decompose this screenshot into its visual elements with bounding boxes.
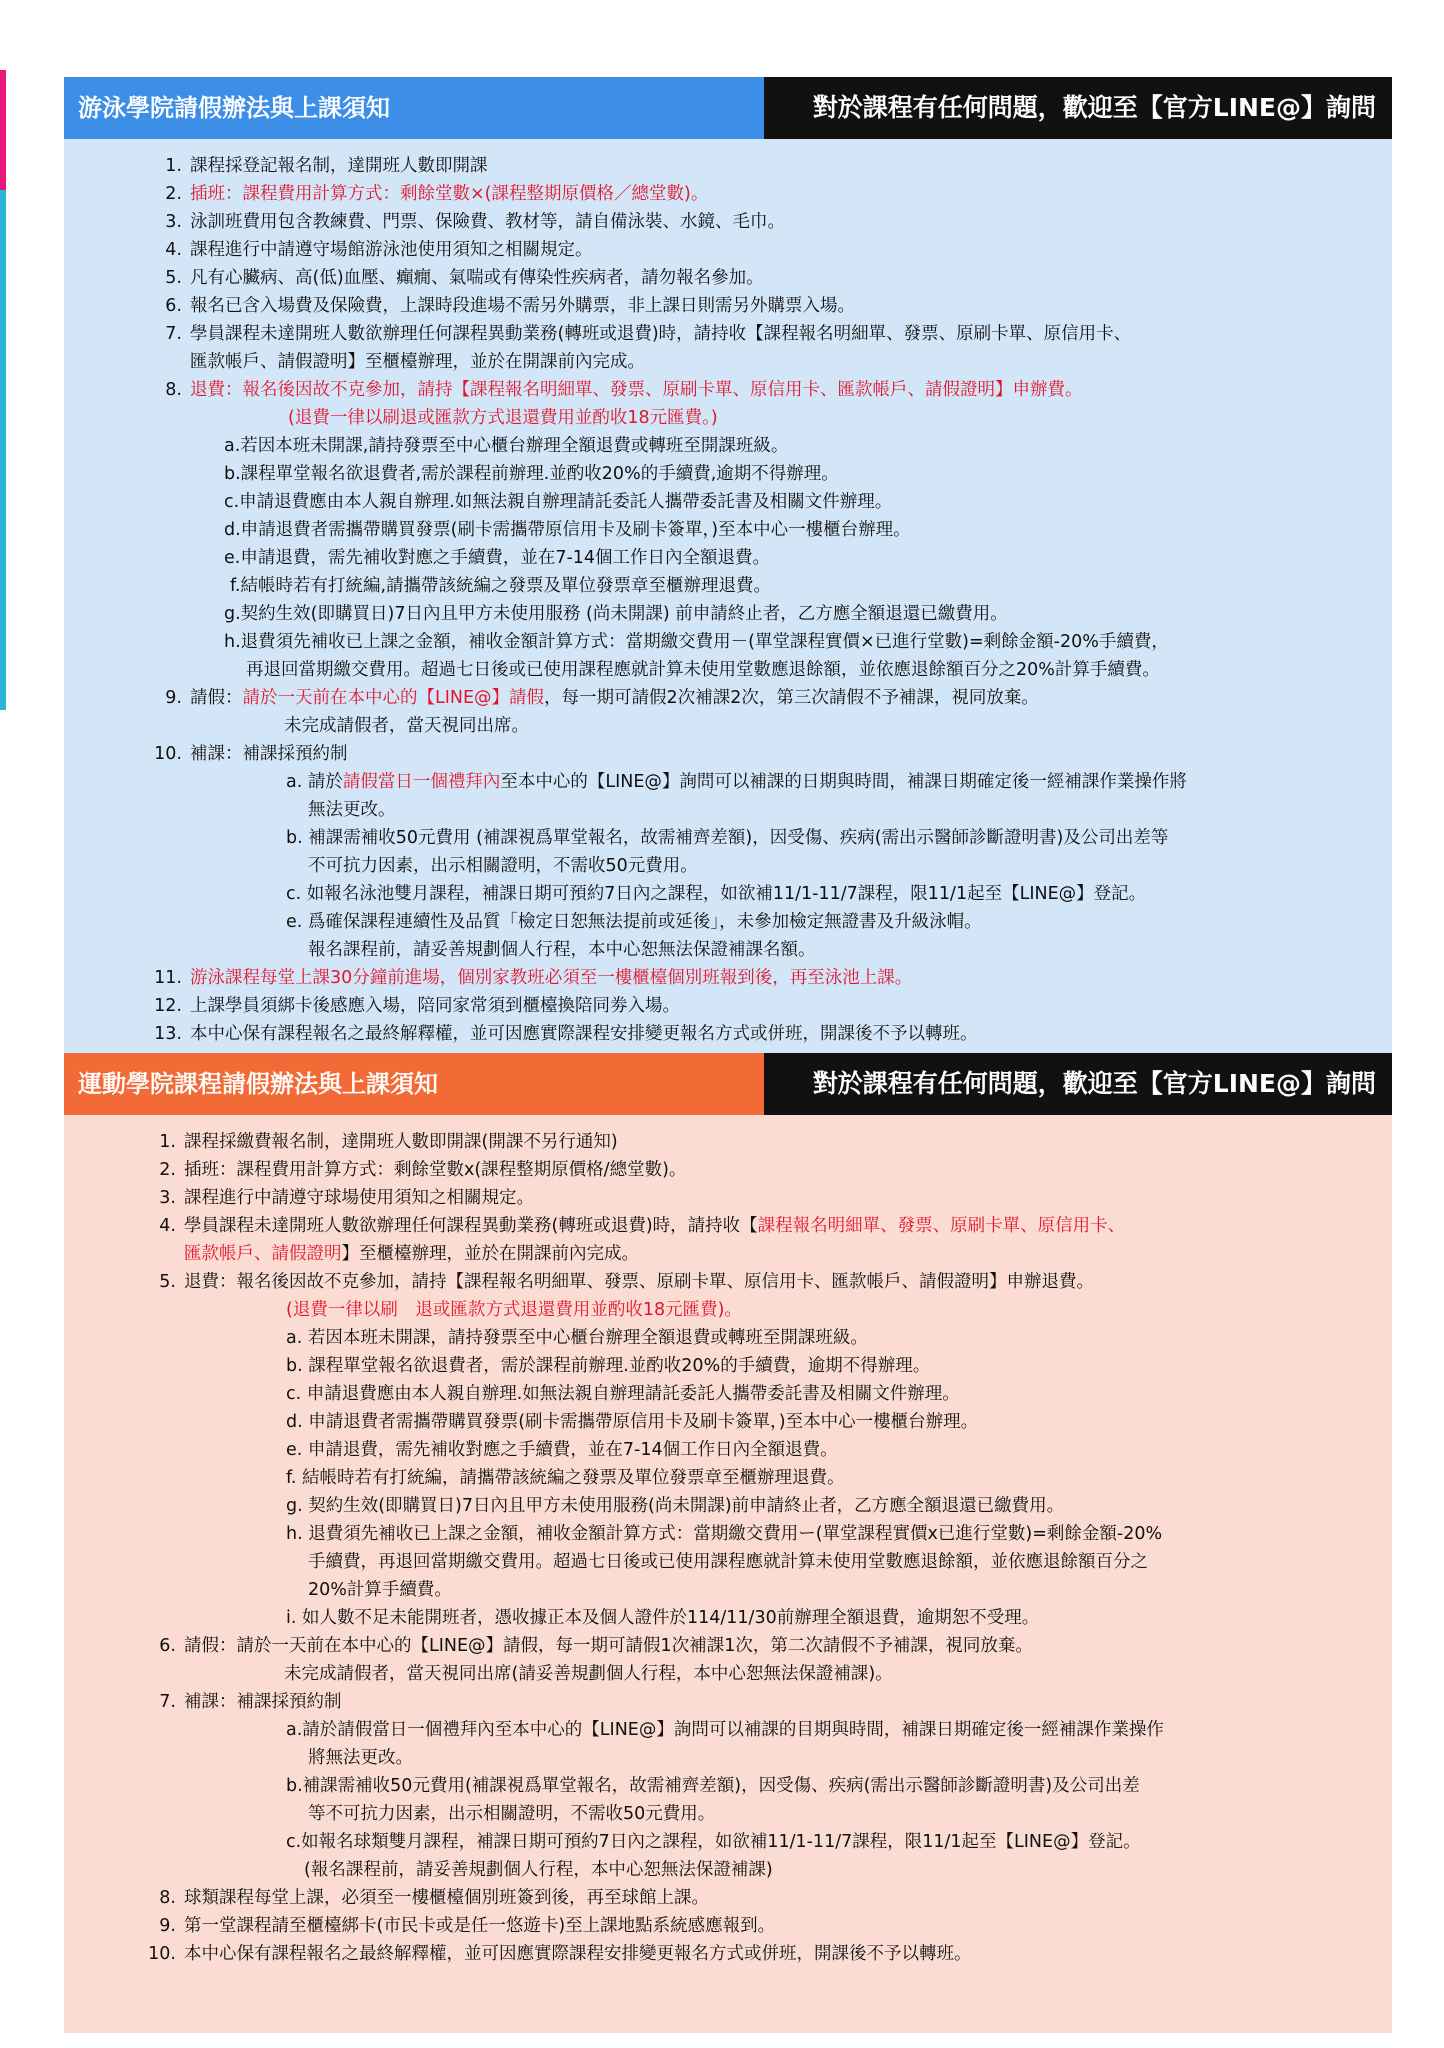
- sub-item: a.若因本班未開課,請持發票至中心櫃台辦理全額退費或轉班至開課班級。: [224, 436, 789, 456]
- list-item-cont: 未完成請假者，當天視同出席。: [284, 716, 529, 736]
- sub-item-cont: 將無法更改。: [308, 1748, 413, 1768]
- list-item-cont: 匯款帳戶、請假證明】至櫃檯辦理，並於在開課前內完成。: [190, 352, 645, 372]
- swim-body: 1. 課程採登記報名制，達開班人數即開課 2. 插班：課程費用計算方式：剩餘堂數×(課程整期原價格／總堂數)。 3. 泳訓班費用包含教練費、門票、保險費、教材等，請自備泳裝、水鏡、毛巾。 4. 課程進行中請遵守場館游泳池使用須知之相關規定。 5. 凡有心臟病、高(低)血壓、癲癇、氣喘或有傳染性疾病者，請勿報名參加。 6. 報名已含入場費及保險費，上課時段進場不需另外購票，非上課日則需另外購票入場。 7. 學員課程未達開班人數欲辦理任何課程異動業務(轉班或退費)時，請持收【課程報名明細單、發票、原刷卡單、原信用卡、 匯款帳戶、請假證明】至櫃檯辦理，並於在開課前內完成。 8. 退費：報名後因故不克參加，請持【課程報名明細單、發票、原刷卡單、原信用卡、匯款帳戶、請假證明】申辦費。 (退費一律以刷退或匯款方式退還費用並酌收18元匯費。) a.若因本班未開課,請持發票至中心櫃台辦理全額退費或轉班至開課班級。 b.課程單堂報名欲退費者,需於課程前辦理.並酌收20%的手續費,逾期不得辦理。 c.申請退費應由本人親自辦理.如無法親自辦理請託委託人攜帶委託書及相關文件辦理。 d.申請退費者需攜帶購買發票(刷卡需攜帶原信用卡及刷卡簽單，)至本中心一樓櫃台辦理。 e.申請退費，需先補收對應之手續費，並在7-14個工作日內全額退費。 f.結帳時若有打統編,請攜帶該統編之發票及單位發票章至櫃辦理退費。 g.契約生效(即購買日)7日內且甲方未使用服務 (尚未開課) 前申請終止者，乙方應全額退還已繳費用。 h.退費須先補收已上課之金額，補收金額計算方式：當期繳交費用－(單堂課程實價×已進行堂數)=剩餘金額-20%手續費， 再退回當期繳交費用。超過七日後或已使用課程應就計算未使用堂數應退餘額，並依應退餘額百分之20%計算手續費。 9. 請假：請於一天前在本中心的【LINE@】請假，每一期可請假2次補課2次，第三次請假不予補課，視同放棄。 未完成請假者，當天視同出席。 10. 補課：補課採預約制 a. 請於請假當日一個禮拜內至本中心的【LINE@】詢問可以補課的日期與時間，補課日期確定後一經補課作業操作將 無法更改。 b. 補課需補收50元費用 (補課視爲單堂報名，故需補齊差額)，因受傷、疾病(需出示醫師診斷證明書)及公司出差等 不可抗力因素，出示相關證明，不需收50元費用。 c. 如報名泳池雙月課程，補課日期可預約7日內之課程，如欲補11/1-11/7課程，限11/1起至【LINE@】登記。 e. 爲確保課程連續性及品質「檢定日恕無法提前或延後」，未參加檢定無證書及升級泳帽。 報名課程前，請妥善規劃個人行程，本中心恕無法保證補課名額。 11. 游泳課程每堂上課30分鐘前進場，個別家教班必須至一樓櫃檯個別班報到後，再至泳池上課。 12. 上課學員須綁卡後感應入場，陪同家常須到櫃檯換陪同劵入場。 13. 本中心保有課程報名之最終解釋權，並可因應實際課程安排變更報名方式或併班，開課後不予以轉班。: [64, 139, 1392, 1121]
- edge-stripe-pink: [0, 70, 6, 190]
- sub-item: e. 爲確保課程連續性及品質「檢定日恕無法提前或延後」，未參加檢定無證書及升級泳帽。: [286, 912, 982, 932]
- swim-title: 游泳學院請假辦法與上課須知: [64, 77, 764, 139]
- sport-section: [64, 1053, 1392, 2033]
- swim-section: [64, 77, 1392, 1121]
- sub-item: h.退費須先補收已上課之金額，補收金額計算方式：當期繳交費用－(單堂課程實價×已進行堂數)=剩餘金額-20%手續費，: [224, 632, 1169, 652]
- sub-item-cont: (報名課程前，請妥善規劃個人行程，本中心恕無法保證補課): [304, 1860, 773, 1880]
- sport-title: 運動學院課程請假辦法與上課須知: [64, 1053, 764, 1115]
- sub-item-cont: 不可抗力因素，出示相關證明，不需收50元費用。: [308, 856, 698, 876]
- sub-item: g. 契約生效(即購買日)7日內且甲方未使用服務(尚未開課)前申請終止者，乙方應全額退還已繳費用。: [286, 1496, 1065, 1516]
- sub-item: a.請於請假當日一個禮拜內至本中心的【LINE@】詢問可以補課的目期與時間，補課日期確定後一經補課作業操作: [286, 1720, 1164, 1740]
- sport-header: [64, 1053, 1392, 1115]
- sub-item: b. 補課需補收50元費用 (補課視爲單堂報名，故需補齊差額)，因受傷、疾病(需出示醫師診斷證明書)及公司出差等: [286, 828, 1169, 848]
- sub-item: h. 退費須先補收已上課之金額，補收金額計算方式：當期繳交費用ー(單堂課程實價x已進行堂數)=剩餘金額-20%: [286, 1524, 1163, 1544]
- sub-item: a. 請於請假當日一個禮拜內至本中心的【LINE@】詢問可以補課的日期與時間，補課日期確定後一經補課作業操作將: [286, 772, 1187, 792]
- sub-item-cont: 再退回當期繳交費用。超過七日後或已使用課程應就計算未使用堂數應退餘額，並依應退餘額百分之20%計算手續費。: [246, 660, 1160, 680]
- list-item-cont: (退費一律以刷退或匯款方式退還費用並酌收18元匯費。): [288, 408, 718, 428]
- sub-item: b.補課需補收50元費用(補課視爲單堂報名，故需補齊差額)，因受傷、疾病(需出示醫師診斷證明書)及公司出差: [286, 1776, 1140, 1796]
- sub-item: f.結帳時若有打統編,請攜帶該統編之發票及單位發票章至櫃辦理退費。: [230, 576, 772, 596]
- list-item-cont: (退費一律以刷 退或匯款方式退還費用並酌收18元匯費)。: [286, 1300, 742, 1320]
- sub-item: i. 如人數不足未能開班者，憑收據正本及個人證件於114/11/30前辦理全額退費，逾期恕不受理。: [286, 1608, 1040, 1628]
- list-item-cont: 匯款帳戶、請假證明】至櫃檯辦理，並於在開課前內完成。: [184, 1244, 639, 1264]
- sport-contact: 對於課程有任何問題，歡迎至【官方LINE@】詢問: [764, 1053, 1392, 1115]
- sport-body: 1. 課程採繳費報名制，達開班人數即開課(開課不另行通知) 2. 插班：課程費用計算方式：剩餘堂數x(課程整期原價格/總堂數)。 3. 課程進行中請遵守球場使用須知之相關規定。 4. 學員課程未達開班人數欲辦理任何課程異動業務(轉班或退費)時，請持收【課程報名明細單、發票、原刷卡單、原信用卡、 匯款帳戶、請假證明】至櫃檯辦理，並於在開課前內完成。 5. 退費：報名後因故不克參加，請持【課程報名明細單、發票、原刷卡單、原信用卡、匯款帳戶、請假證明】申辦退費。 (退費一律以刷 退或匯款方式退還費用並酌收18元匯費)。 a. 若因本班未開課，請持發票至中心櫃台辦理全額退費或轉班至開課班級。 b. 課程單堂報名欲退費者，需於課程前辦理.並酌收20%的手續費，逾期不得辦理。 c. 申請退費應由本人親自辦理.如無法親自辦理請託委託人攜帶委託書及相關文件辦理。 d. 申請退費者需攜帶購買發票(刷卡需攜帶原信用卡及刷卡簽單，)至本中心一樓櫃台辦理。 e. 申請退費，需先補收對應之手續費，並在7-14個工作日內全額退費。 f. 結帳時若有打統編，請攜帶該統編之發票及單位發票章至櫃辦理退費。 g. 契約生效(即購買日)7日內且甲方未使用服務(尚未開課)前申請終止者，乙方應全額退還已繳費用。 h. 退費須先補收已上課之金額，補收金額計算方式：當期繳交費用ー(單堂課程實價x已進行堂數)=剩餘金額-20% 手續費，再退回當期繳交費用。超過七日後或已使用課程應就計算未使用堂數應退餘額，並依應退餘額百分之 20%計算手續費。 i. 如人數不足未能開班者，憑收據正本及個人證件於114/11/30前辦理全額退費，逾期恕不受理。 6. 請假：請於一天前在本中心的【LINE@】請假，每一期可請假1次補課1次，第二次請假不予補課，視同放棄。 未完成請假者，當天視同出席(請妥善規劃個人行程，本中心恕無法保證補課)。 7. 補課：補課採預約制 a.請於請假當日一個禮拜內至本中心的【LINE@】詢問可以補課的目期與時間，補課日期確定後一經補課作業操作 將無法更改。 b.補課需補收50元費用(補課視爲單堂報名，故需補齊差額)，因受傷、疾病(需出示醫師診斷證明書)及公司出差 等不可抗力因素，出示相關證明，不需收50元費用。 c.如報名球類雙月課程，補課日期可預約7日內之課程，如欲補11/1-11/7課程，限11/1起至【LINE@】登記。 (報名課程前，請妥善規劃個人行程，本中心恕無法保證補課) 8. 球類課程每堂上課，必須至一樓櫃檯個別班簽到後，再至球館上課。 9. 第一堂課程請至櫃檯綁卡(市民卡或是任一悠遊卡)至上課地點系統感應報到。 10. 本中心保有課程報名之最終解釋權，並可因應實際課程安排變更報名方式或併班，開課後不予以轉班。: [64, 1115, 1392, 2033]
- sub-item: d. 申請退費者需攜帶購買發票(刷卡需攜帶原信用卡及刷卡簽單，)至本中心一樓櫃台辦理。: [286, 1412, 979, 1432]
- sub-item: c.如報名球類雙月課程，補課日期可預約7日內之課程，如欲補11/1-11/7課程，限11/1起至【LINE@】登記。: [286, 1832, 1141, 1852]
- sub-item: g.契約生效(即購買日)7日內且甲方未使用服務 (尚未開課) 前申請終止者，乙方應全額退還已繳費用。: [224, 604, 1008, 624]
- list-item-cont: 未完成請假者，當天視同出席(請妥善規劃個人行程，本中心恕無法保證補課)。: [284, 1664, 893, 1684]
- sub-item: b.課程單堂報名欲退費者,需於課程前辦理.並酌收20%的手續費,逾期不得辦理。: [224, 464, 839, 484]
- edge-stripe-cyan: [0, 190, 6, 710]
- sub-item-cont: 20%計算手續費。: [308, 1580, 452, 1600]
- sub-item-cont: 等不可抗力因素，出示相關證明，不需收50元費用。: [308, 1804, 716, 1824]
- sub-item-cont: 報名課程前，請妥善規劃個人行程，本中心恕無法保證補課名額。: [308, 940, 816, 960]
- swim-contact: 對於課程有任何問題，歡迎至【官方LINE@】詢問: [764, 77, 1392, 139]
- sub-item: a. 若因本班未開課，請持發票至中心櫃台辦理全額退費或轉班至開課班級。: [286, 1328, 868, 1348]
- sub-item: c. 如報名泳池雙月課程，補課日期可預約7日內之課程，如欲補11/1-11/7課程，限11/1起至【LINE@】登記。: [286, 884, 1147, 904]
- sub-item: d.申請退費者需攜帶購買發票(刷卡需攜帶原信用卡及刷卡簽單，)至本中心一樓櫃台辦理。: [224, 520, 911, 540]
- swim-header: [64, 77, 1392, 139]
- sub-item: c.申請退費應由本人親自辦理.如無法親自辦理請託委託人攜帶委託書及相關文件辦理。: [224, 492, 893, 512]
- sub-item-cont: 手續費，再退回當期繳交費用。超過七日後或已使用課程應就計算未使用堂數應退餘額，並依應退餘額百分之: [308, 1552, 1148, 1572]
- sub-item: e.申請退費，需先補收對應之手續費，並在7-14個工作日內全額退費。: [224, 548, 771, 568]
- sub-item: e. 申請退費，需先補收對應之手續費，並在7-14個工作日內全額退費。: [286, 1440, 838, 1460]
- sub-item: c. 申請退費應由本人親自辦理.如無法親自辦理請託委託人攜帶委託書及相關文件辦理。: [286, 1384, 960, 1404]
- sub-item-cont: 無法更改。: [308, 800, 396, 820]
- sub-item: b. 課程單堂報名欲退費者，需於課程前辦理.並酌收20%的手續費，逾期不得辦理。: [286, 1356, 931, 1376]
- sub-item: f. 結帳時若有打統編，請攜帶該統編之發票及單位發票章至櫃辦理退費。: [286, 1468, 845, 1488]
